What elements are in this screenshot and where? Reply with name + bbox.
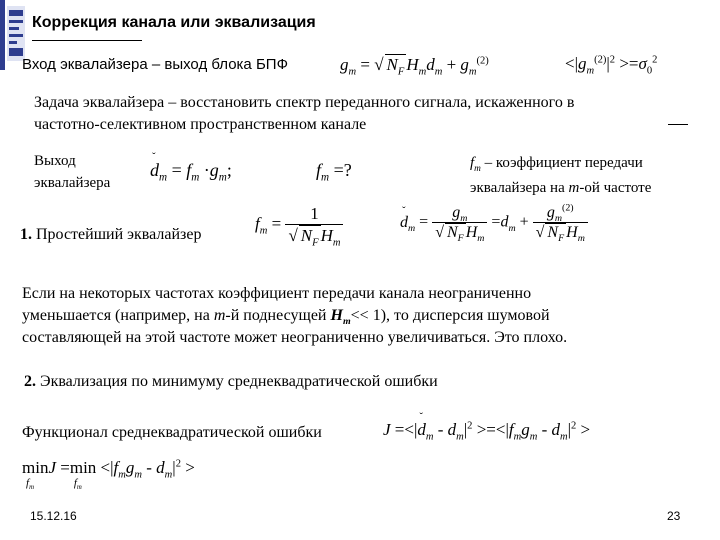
page-title: Коррекция канала или эквализация (32, 14, 316, 31)
section-title-2: Эквализация по минимуму среднеквадратической ошибки (40, 373, 438, 390)
section-simplest-equalizer (20, 226, 201, 244)
footer-page-number: 23 (667, 509, 681, 523)
section-number-2: 2. (24, 373, 36, 390)
coef-description-line-1: $f_m$ – коэффициент передачи (470, 155, 643, 174)
section-title-1: Простейший эквалайзер (36, 226, 202, 243)
section-mmse (24, 373, 438, 391)
paragraph-line-3: составляющей на этой частоте может неограниченно увеличиваться. Это плохо. (22, 329, 568, 346)
formula-zf-coef: $f_m$ = $\frac{1}{√ N_F H_m}$ (255, 204, 343, 246)
formula-min-mse: min $f_m$ J =min $f_m$ $<|f_mg_m - d_m|^2$ > (22, 458, 195, 492)
paragraph-line-2: уменьшается (например, на m-й поднесущей $H_m<< 1$), то дисперсия шумовой (22, 307, 550, 328)
output-label-line-2: эквалайзера (34, 175, 111, 191)
output-label-line-1: Выход (34, 153, 76, 169)
functional-label: Функционал среднеквадратической ошибки (22, 424, 322, 441)
coef-description-text-2a: эквалайзера на (470, 180, 565, 196)
paragraph-line-2c: << 1), то дисперсия шумовой (350, 307, 550, 324)
decorative-dash (668, 124, 688, 125)
task-text-line-1: Задача эквалайзера – восстановить спектр переданного сигнала, искаженного в (34, 94, 575, 111)
paragraph-line-2a: уменьшается (например, на (22, 307, 210, 324)
coef-description-text-1: – коэффициент передачи (484, 155, 643, 171)
formula-equalizer-output: d ˇ $_m = f_m \cdot g_m$; (150, 151, 232, 184)
formula-unknown-coef: $f_m$ =? (316, 160, 352, 184)
task-text-line-2: частотно-селективном пространственном канале (34, 116, 367, 133)
input-label: Вход эквалайзера – выход блока БПФ (22, 56, 288, 73)
formula-mse-functional: J =<|d ˇ $_m - d_m|^2 >=<|f_mg_m - d_m|^2$ > (383, 411, 591, 443)
formula-zf-output: d ˇ $_m$ = $\frac{g_m}{√ N_F H_m}$ $=d_m$ + $\frac{g_m^{(2)}}{√ N_F H_m}$ (400, 204, 588, 242)
section-number-1: 1. (20, 226, 32, 243)
footer-date: 15.12.16 (30, 509, 77, 523)
paragraph-line-1: Если на некоторых частотах коэффициент передачи канала неограниченно (22, 285, 532, 302)
formula-noise-variance: $<|g_m^{(2)}|^2 >=\sigma_0^2$ (565, 54, 658, 77)
paragraph-line-2b: -й поднесущей (225, 307, 327, 324)
coef-description-text-2b: -ой частоте (579, 180, 652, 196)
coef-description-line-2: эквалайзера на m-ой частоте (470, 180, 652, 196)
title-underline (32, 40, 142, 41)
formula-input-signal: $g_m$ = √ $N_F$ $H_md_m + g_m^{(2)}$ (340, 55, 489, 78)
